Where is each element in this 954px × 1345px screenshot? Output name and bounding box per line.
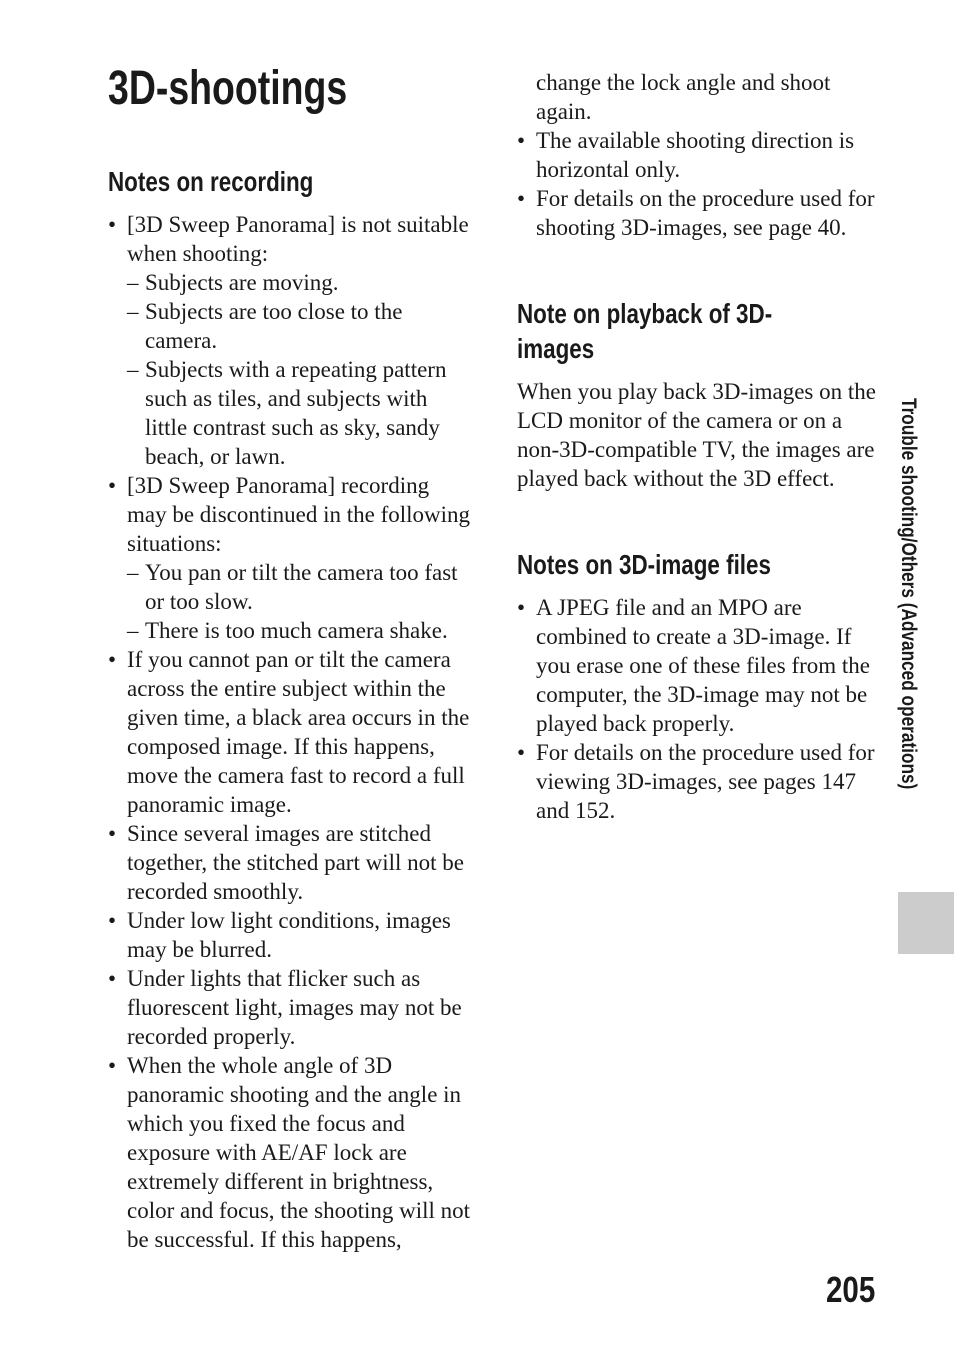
list-item: • Under low light conditions, images may be blurred. <box>108 906 474 964</box>
sub-list <box>127 268 474 471</box>
files-notes-list <box>517 593 879 825</box>
playback-heading: Note on playback of 3D-images <box>517 298 773 364</box>
list-item: • For details on the procedure used for shooting 3D-images, see page 40. <box>517 184 879 242</box>
section-side-label-text: Trouble shooting/Others (Advanced operations) <box>897 398 920 790</box>
sub-list <box>127 558 474 645</box>
list-item: • Under lights that flicker such as fluorescent light, images may not be recorded properly. <box>108 964 474 1051</box>
sub-item: – Subjects with a repeating pattern such as tiles, and subjects with little contrast such as sky, sandy beach, or lawn. <box>127 355 474 471</box>
sub-item: – Subjects are too close to the camera. <box>127 297 474 355</box>
recording-notes-list-continued <box>517 126 879 242</box>
sub-item: – Subjects are moving. <box>127 268 474 297</box>
notes-on-recording-heading: Notes on recording <box>108 166 314 197</box>
page-number: 205 <box>826 1269 876 1310</box>
list-item: • When the whole angle of 3D panoramic shooting and the angle in which you fixed the focus and exposure with AE/AF lock are extremely different in brightness, color and focus, the shooting will not be successful. If this happens, <box>108 1051 474 1254</box>
list-item: • For details on the procedure used for viewing 3D-images, see pages 147 and 152. <box>517 738 879 825</box>
continued-text <box>517 68 879 126</box>
files-heading: Notes on 3D-image files <box>517 549 771 580</box>
list-item: • The available shooting direction is horizontal only. <box>517 126 879 184</box>
list-item: • A JPEG file and an MPO are combined to create a 3D-image. If you erase one of these files from the computer, the 3D-image may not be played back properly. <box>517 593 879 738</box>
sub-item: – There is too much camera shake. <box>127 616 474 645</box>
sub-item: – You pan or tilt the camera too fast or too slow. <box>127 558 474 616</box>
list-item: • Since several images are stitched together, the stitched part will not be recorded smoothly. <box>108 819 474 906</box>
recording-notes-list <box>108 210 474 1254</box>
section-side-label <box>890 398 926 874</box>
list-item: • [3D Sweep Panorama] is not suitable when shooting: – Subjects are moving. – Subjects are too close to the camera. – Subjects with a repeating pattern such as tiles, and subjects with little contrast such as sky, sandy beach, or lawn. <box>108 210 474 471</box>
list-item: • If you cannot pan or tilt the camera across the entire subject within the given time, a black area occurs in the composed image. If this happens, move the camera fast to record a full panoramic image. <box>108 645 474 819</box>
list-item: • [3D Sweep Panorama] recording may be discontinued in the following situations: – You pan or tilt the camera too fast or too slow. – There is too much camera shake. <box>108 471 474 645</box>
section-tab-marker <box>898 892 954 954</box>
page-title: 3D-shootings <box>108 62 348 115</box>
playback-paragraph: When you play back 3D-images on the LCD monitor of the camera or on a non-3D-compatible TV, the images are played back without the 3D effect. <box>517 379 876 491</box>
continuation-text: change the lock angle and shoot again. <box>536 70 831 124</box>
